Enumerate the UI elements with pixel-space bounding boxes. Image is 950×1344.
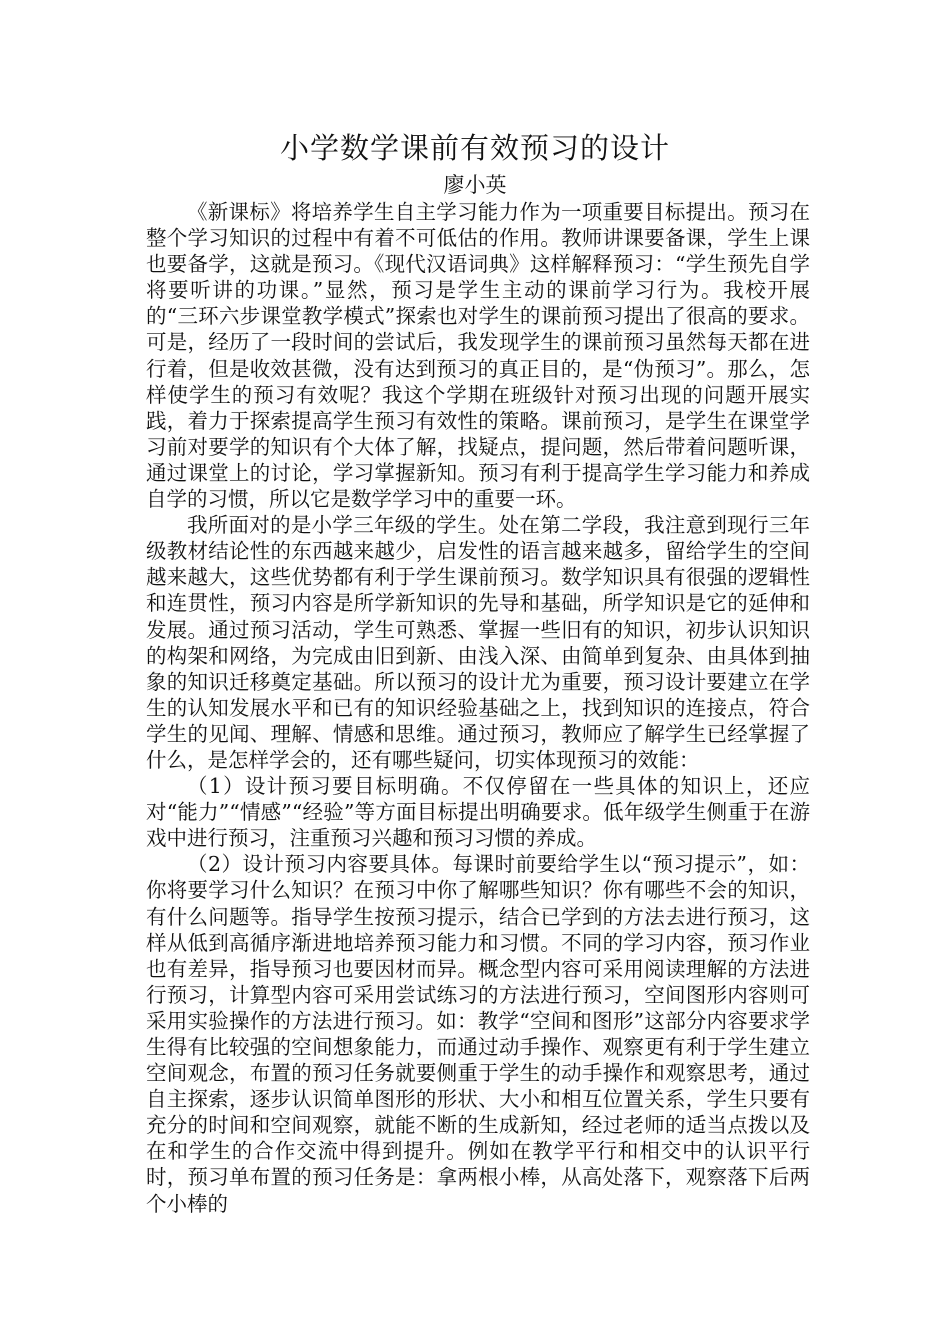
paragraph-point-2: （2）设计预习内容要具体。每课时前要给学生以“预习提示”，如：你将要学习什么知识？在预习中你了解哪些知识？你有哪些不会的知识，有什么问题等。指导学生按预习提示，结合已学到的方法去进行预习，这样从低到高循序渐进地培养预习能力和习惯。不同的学习内容，预习作业也有差异，指导预习也要因材而异。概念型内容可采用阅读理解的方法进行预习，计算型内容可采用尝试练习的方法进行预习，空间图形内容则可采用实验操作的方法进行预习。如：教学“空间和图形”这部分内容要求学生得有比较强的空间想象能力，而通过动手操作、观察更有利于学生建立空间观念，布置的预习任务就要侧重于学生的动手操作和观察思考，通过自主探索，逐步认识简单图形的形状、大小和相互位置关系，学生只要有充分的时间和空间观察，就能不断的生成新知，经过老师的适当点拨以及在和学生的合作交流中得到提升。例如在教学平行和相交中的认识平行时，预习单布置的预习任务是：拿两根小棒，从高处落下，观察落下后两个小棒的: [146, 852, 810, 1216]
author-name: 廖小英: [443, 173, 507, 197]
paragraph-grade-three: 我所面对的是小学三年级的学生。处在第二学段，我注意到现行三年级教材结论性的东西越来越少，启发性的语言越来越多，留给学生的空间越来越大，这些优势都有利于学生课前预习。数学知识具有很强的逻辑性和连贯性，预习内容是所学新知识的先导和基础，所学知识是它的延伸和发展。通过预习活动，学生可熟悉、掌握一些旧有的知识，初步认识知识的构架和网络，为完成由旧到新、由浅入深、由简单到复杂、由具体到抽象的知识迁移奠定基础。所以预习的设计尤为重要，预习设计要建立在学生的认知发展水平和已有的知识经验基础之上，找到知识的连接点，符合学生的见闻、理解、情感和思维。通过预习，教师应了解学生已经掌握了什么，是怎样学会的，还有哪些疑问，切实体现预习的效能：: [146, 513, 810, 772]
document-title: 小学数学课前有效预习的设计: [279, 131, 670, 165]
paragraph-intro: 《新课标》将培养学生自主学习能力作为一项重要目标提出。预习在整个学习知识的过程中有着不可低估的作用。教师讲课要备课，学生上课也要备学，这就是预习。《现代汉语词典》这样解释预习：“学生预先自学将要听讲的功课。”显然，预习是学生主动的课前学习行为。我校开展的“三环六步课堂教学模式”探索也对学生的课前预习提出了很高的要求。可是，经历了一段时间的尝试后，我发现学生的课前预习虽然每天都在进行着，但是收效甚微，没有达到预习的真正目的，是“伪预习”。那么，怎样使学生的预习有效呢？我这个学期在班级针对预习出现的问题开展实践，着力于探索提高学生预习有效性的策略。课前预习，是学生在课堂学习前对要学的知识有个大体了解，找疑点，提问题，然后带着问题听课，通过课堂上的讨论，学习掌握新知。预习有利于提高学生学习能力和养成自学的习惯，所以它是数学学习中的重要一环。: [146, 200, 810, 512]
paragraph-point-1: （1）设计预习要目标明确。不仅停留在一些具体的知识上，还应对“能力”“情感”“经验”等方面目标提出明确要求。低年级学生侧重于在游戏中进行预习，注重预习兴趣和预习习惯的养成。: [146, 774, 810, 851]
document-body: [146, 199, 810, 1217]
